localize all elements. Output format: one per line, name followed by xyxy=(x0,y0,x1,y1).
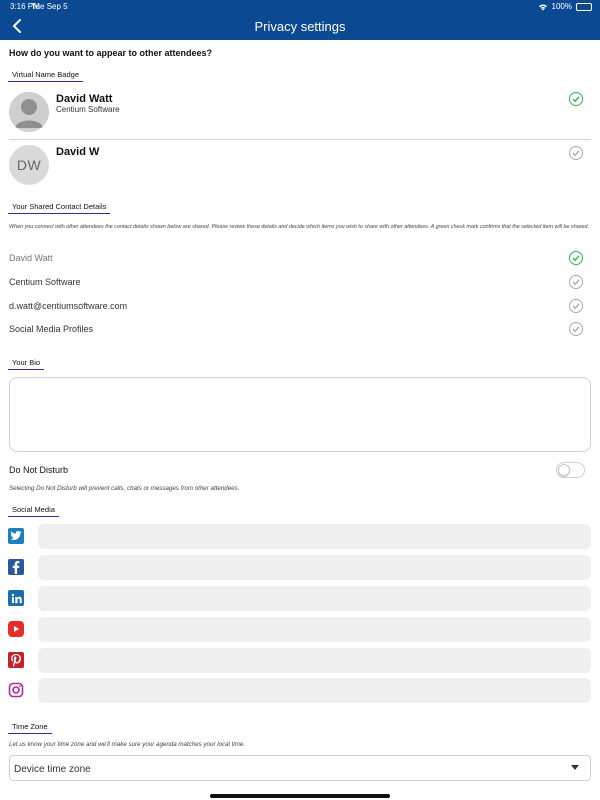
shared-contact-note: When you connect with other attendees the contact details shown below are shared. Please review these details and decide which items you wish to share with other attendees. A green check mark confirms that the selected item will be shared. xyxy=(9,224,590,230)
wifi-icon xyxy=(538,3,548,11)
linkedin-input[interactable] xyxy=(38,586,591,611)
section-label-name-badge: Virtual Name Badge xyxy=(8,70,83,82)
instagram-input[interactable] xyxy=(38,678,591,703)
nav-bar xyxy=(0,13,600,40)
time-zone-note: Let us know your time zone and we'll make sure your agenda matches your local time. xyxy=(9,741,246,748)
section-label-time-zone: Time Zone xyxy=(8,722,52,734)
checkmark-icon xyxy=(572,278,580,286)
badge-company: Centium Software xyxy=(56,105,120,114)
checkmark-icon xyxy=(572,302,580,310)
checkmark-icon xyxy=(572,254,580,262)
home-indicator xyxy=(210,794,390,798)
badge-short-name-check[interactable] xyxy=(569,146,583,160)
checkmark-icon xyxy=(572,95,580,103)
section-label-shared-contact: Your Shared Contact Details xyxy=(8,202,110,214)
page-title: Privacy settings xyxy=(254,19,346,34)
contact-company-check[interactable] xyxy=(569,275,583,289)
badge-option-short-name[interactable] xyxy=(0,142,600,190)
badge-name: David W xyxy=(56,146,100,158)
contact-item-label: Social Media Profiles xyxy=(9,324,94,334)
battery-percent: 100% xyxy=(551,2,572,11)
status-time: 3:16 PM xyxy=(10,2,40,11)
initials-avatar: DW xyxy=(9,145,49,185)
dnd-note: Selecting Do Not Disturb will prevent calls, chats or messages from other attendees. xyxy=(9,485,240,492)
pinterest-input[interactable] xyxy=(38,648,591,673)
avatar xyxy=(9,92,49,132)
status-bar xyxy=(0,0,600,13)
person-icon xyxy=(9,92,49,132)
contact-item-company[interactable] xyxy=(0,273,600,291)
appearance-question: How do you want to appear to other attendees? xyxy=(9,48,213,58)
contact-name-check[interactable] xyxy=(569,251,583,265)
checkmark-icon xyxy=(572,149,580,157)
facebook-input[interactable] xyxy=(38,555,591,580)
youtube-input[interactable] xyxy=(38,617,591,642)
badge-option-full-name[interactable] xyxy=(0,86,600,138)
status-right xyxy=(538,2,592,11)
contact-social-check[interactable] xyxy=(569,322,583,336)
contact-item-label: Centium Software xyxy=(9,277,81,287)
checkmark-icon xyxy=(572,325,580,333)
dnd-label: Do Not Disturb xyxy=(9,465,69,475)
contact-item-name[interactable] xyxy=(0,250,600,268)
pinterest-icon xyxy=(8,652,24,668)
time-zone-select[interactable] xyxy=(9,755,591,781)
badge-full-name-check[interactable] xyxy=(569,92,583,106)
twitter-icon xyxy=(8,528,24,544)
contact-email-check[interactable] xyxy=(569,299,583,313)
contact-item-email[interactable] xyxy=(0,297,600,315)
section-label-social-media: Social Media xyxy=(8,505,59,517)
time-zone-value: Device time zone xyxy=(14,764,91,775)
instagram-icon xyxy=(8,682,24,698)
contact-item-social[interactable] xyxy=(0,320,600,338)
status-date: Tue Sep 5 xyxy=(31,2,68,11)
section-label-bio: Your Bio xyxy=(8,358,44,370)
dnd-toggle[interactable] xyxy=(556,462,585,478)
bio-textarea[interactable] xyxy=(9,377,591,452)
dropdown-arrow-icon xyxy=(571,765,579,771)
facebook-icon xyxy=(8,559,24,575)
contact-item-label: d.watt@centiumsoftware.com xyxy=(9,301,128,311)
battery-icon xyxy=(576,3,592,11)
youtube-icon xyxy=(8,621,24,637)
badge-name: David Watt xyxy=(56,93,113,105)
linkedin-icon xyxy=(8,590,24,606)
contact-item-label: David Watt xyxy=(9,253,53,263)
divider xyxy=(9,139,591,140)
toggle-knob xyxy=(558,464,570,476)
twitter-input[interactable] xyxy=(38,524,591,549)
